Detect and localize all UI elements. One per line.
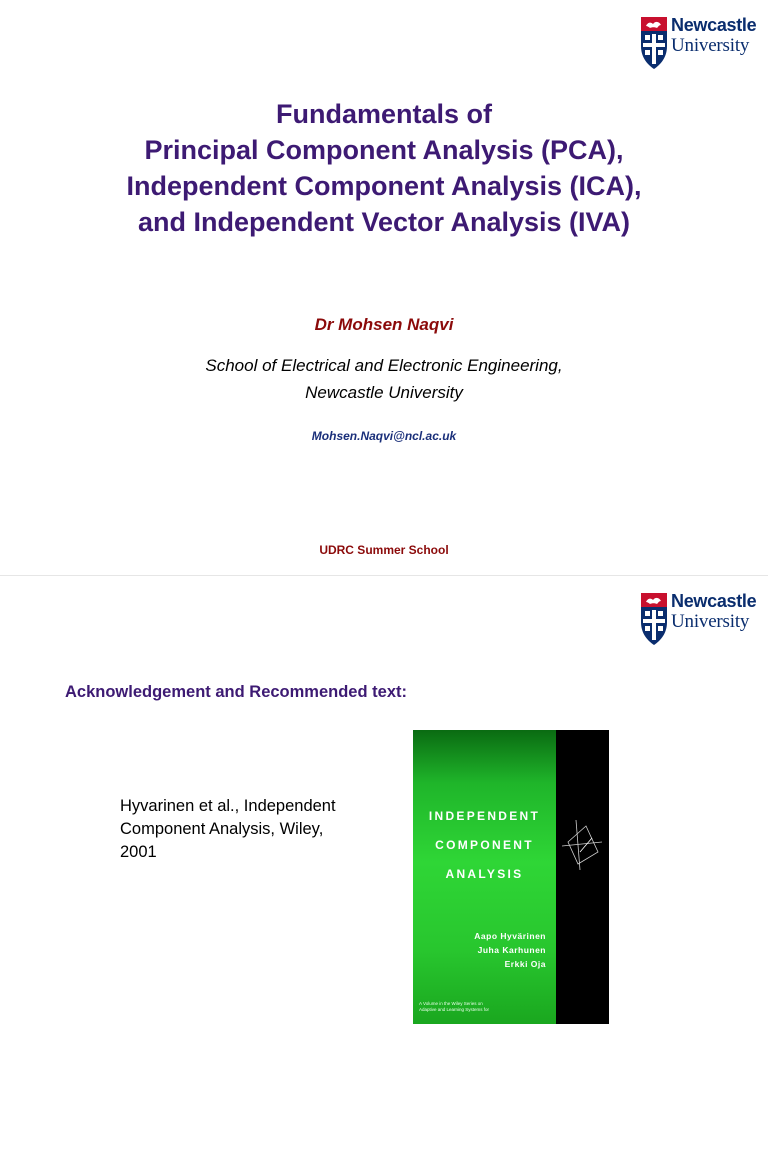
book-author: Erkki Oja <box>504 959 546 969</box>
reference-line: 2001 <box>120 843 157 861</box>
affiliation <box>0 352 768 406</box>
acknowledgement-slide <box>0 576 768 1152</box>
book-author: Juha Karhunen <box>477 945 546 955</box>
book-series-line: A Volume in the Wiley Series on <box>419 1001 483 1006</box>
event-name: UDRC Summer School <box>319 543 449 557</box>
university-crest-icon <box>640 16 668 70</box>
university-logo <box>640 592 756 646</box>
book-cover-authors <box>413 929 546 971</box>
university-crest-icon <box>640 592 668 646</box>
logo-line-newcastle: Newcastle <box>671 15 757 35</box>
book-cover-image <box>413 730 609 1024</box>
book-reference <box>120 795 390 864</box>
university-logo <box>640 16 756 70</box>
vector-diagram-icon <box>556 812 609 882</box>
reference-line: Component Analysis, Wiley, <box>120 820 324 838</box>
author-email: Mohsen.Naqvi@ncl.ac.uk <box>311 429 457 443</box>
book-title-line: INDEPENDENT <box>428 809 541 823</box>
logo-line-university: University <box>671 611 750 632</box>
author-name: Dr Mohsen Naqvi <box>314 315 454 334</box>
logo-line-university: University <box>671 35 750 56</box>
title-line: Principal Component Analysis (PCA), <box>144 135 624 165</box>
affiliation-line: School of Electrical and Electronic Engineering, <box>205 356 563 375</box>
book-author: Aapo Hyvärinen <box>474 931 546 941</box>
book-cover-title <box>413 802 556 889</box>
reference-line: Hyvarinen et al., Independent <box>120 797 336 815</box>
book-cover-series-text <box>419 1001 549 1013</box>
logo-wordmark <box>671 592 756 631</box>
book-series-line: Adaptive and Learning Systems for <box>419 1007 490 1012</box>
book-title-line: COMPONENT <box>435 838 534 852</box>
title-line: and Independent Vector Analysis (IVA) <box>137 207 631 237</box>
book-title-line: ANALYSIS <box>445 867 524 881</box>
logo-line-newcastle: Newcastle <box>671 591 757 611</box>
affiliation-line: Newcastle University <box>305 383 463 402</box>
slide-title <box>0 96 768 240</box>
title-line: Independent Component Analysis (ICA), <box>126 171 642 201</box>
logo-wordmark <box>671 16 756 55</box>
title-line: Fundamentals of <box>275 99 492 129</box>
acknowledgement-heading: Acknowledgement and Recommended text: <box>65 683 407 701</box>
